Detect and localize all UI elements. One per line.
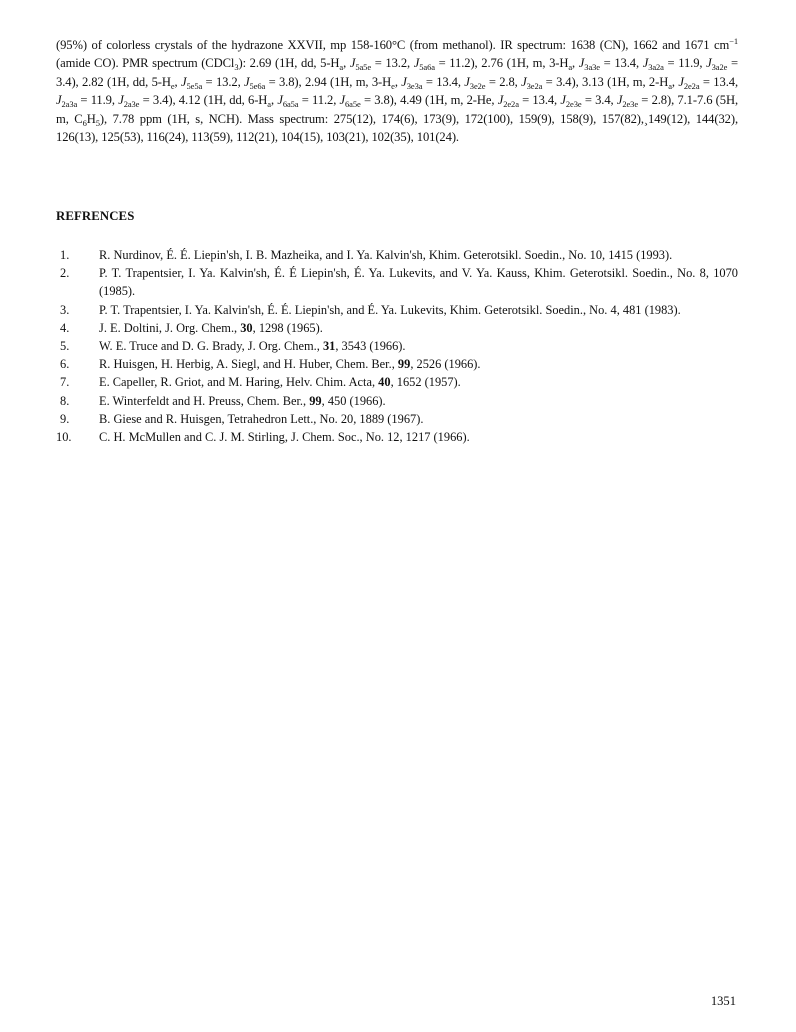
text-segment: J [578, 56, 585, 71]
text-segment: 3a2a [648, 62, 664, 73]
text-segment: = 3.4), 3.13 (1H, m, 2-H [542, 74, 669, 89]
text-segment: = 13.2, [371, 56, 414, 71]
text-segment: 2a3a [61, 99, 78, 110]
text-segment: J [401, 74, 407, 89]
text-segment: , [572, 56, 579, 71]
text-segment: J [244, 74, 250, 89]
experimental-paragraph [56, 36, 738, 146]
text-segment: J [118, 93, 124, 108]
volume-number: 99 [397, 357, 411, 372]
reference-item [56, 373, 738, 391]
text-segment: 3 [234, 62, 239, 73]
text-segment: J [497, 93, 504, 108]
text-segment: , [174, 74, 181, 89]
text-segment: 6a5e [345, 99, 361, 110]
reference-item [56, 319, 738, 337]
reference-item [56, 392, 738, 410]
citation-text: E. Winterfeldt and H. Preuss, Chem. Ber., [99, 393, 310, 408]
reference-text [99, 392, 738, 410]
text-segment: a [568, 62, 573, 73]
reference-item [56, 410, 738, 428]
text-segment: −1 [729, 36, 738, 46]
text-segment: = 3.8), 4.49 (1H, m, 2-He, [360, 93, 498, 108]
text-segment: = 13.4, [518, 93, 561, 108]
citation-text: J. E. Doltini, J. Org. Chem., [99, 320, 241, 335]
text-segment: , [270, 93, 278, 108]
text-segment: J [678, 74, 684, 89]
text-segment: H [86, 111, 96, 126]
citation-text: P. T. Trapentsier, I. Ya. Kalvin'sh, É. É Liepin'sh, É. Ya. Lukevits, and V. Ya. Kauss, Khim. Geterotsikl. Soedin., No. 8, 1070 (1985). [99, 266, 738, 299]
text-segment: = 3.4), 2.82 (1H, dd, 5-H [56, 56, 738, 89]
volume-number: 99 [309, 393, 322, 408]
reference-item [56, 428, 738, 446]
text-segment: J [642, 56, 649, 71]
text-segment: 6 [82, 117, 87, 128]
reference-number: 1. [60, 248, 70, 262]
reference-text [99, 264, 738, 300]
reference-number: 7. [60, 375, 70, 390]
text-segment: J [339, 93, 346, 108]
text-segment: 3e2a [526, 80, 543, 91]
text-segment: J [521, 74, 527, 89]
reference-item [56, 355, 738, 373]
reference-text [99, 301, 738, 319]
text-segment: a [339, 62, 344, 73]
citation-text: , 2526 (1966). [410, 357, 481, 372]
citation-text: R. Nurdinov, É. É. Liepin'sh, I. B. Mazheika, and I. Ya. Kalvin'sh, Khim. Geterotsikl. Soedin., No. 10, 1415 (1993). [99, 248, 673, 262]
text-segment: 3e2e [469, 80, 486, 91]
citation-text: R. Huisgen, H. Herbig, A. Siegl, and H. Huber, Chem. Ber., [99, 357, 398, 372]
reference-number: 2. [60, 266, 70, 281]
text-segment: J [706, 56, 712, 71]
citation-text: B. Giese and R. Huisgen, Tetrahedron Lett., No. 20, 1889 (1967). [99, 411, 424, 426]
reference-item [56, 264, 738, 300]
reference-text [99, 410, 738, 428]
text-segment: 2e3e [622, 99, 639, 110]
text-segment: = 13.4, [422, 74, 465, 89]
text-segment: = 11.2, [298, 93, 340, 108]
reference-number: 6. [60, 357, 70, 372]
text-segment: 3e3a [406, 80, 423, 91]
citation-text: P. T. Trapentsier, I. Ya. Kalvin'sh, É. É. Liepin'sh, and É. Ya. Lukevits, Khim. Geterotsikl. Soedin., No. 4, 481 (1983). [99, 302, 681, 317]
text-segment: 5e5a [186, 80, 203, 91]
text-segment: J [616, 93, 623, 108]
reference-text [99, 428, 738, 446]
citation-text: W. E. Truce and D. G. Brady, J. Org. Chem., [99, 339, 323, 354]
text-segment: e [170, 80, 175, 91]
text-segment: 6a5a [282, 99, 299, 110]
text-segment: = 11.2), 2.76 (1H, m, 3-H [434, 56, 569, 71]
reference-text [99, 246, 738, 264]
text-segment: 3a3e [584, 62, 600, 73]
text-segment: = 3.4, [581, 93, 617, 108]
reference-number: 10. [56, 430, 72, 445]
text-segment: , [343, 56, 350, 71]
citation-text: E. Capeller, R. Griot, and M. Haring, Helv. Chim. Acta, [99, 375, 379, 390]
text-segment: (amide CO). PMR spectrum (CDCl [56, 56, 235, 71]
text-segment: 2a3e [123, 99, 140, 110]
text-segment: a [267, 99, 271, 110]
text-segment: 3a2e [711, 62, 728, 73]
volume-number: 31 [322, 339, 336, 354]
text-segment: a [668, 80, 672, 91]
reference-number: 8. [60, 393, 70, 408]
text-segment: ): 2.69 (1H, dd, 5-H [238, 56, 340, 71]
text-segment: 5e6a [249, 80, 266, 91]
citation-text: C. H. McMullen and C. J. M. Stirling, J. Chem. Soc., No. 12, 1217 (1966). [99, 430, 470, 445]
reference-text [99, 319, 738, 337]
text-segment: e [391, 80, 395, 91]
text-segment: = 13.4, [599, 56, 643, 71]
text-segment: = 11.9, [77, 93, 119, 108]
citation-text: , 1298 (1965). [252, 320, 323, 335]
volume-number: 40 [378, 375, 391, 390]
text-segment: J [413, 56, 420, 71]
text-segment: 5a6a [419, 62, 435, 73]
text-segment: = 11.9, [663, 56, 707, 71]
text-segment: 2e2a [683, 80, 700, 91]
text-segment: (95%) of colorless crystals of the hydrazone XXVII, mp 158-160°C (from methanol). IR spectrum: 1638 (CN), 1662 and 1671 cm [56, 38, 730, 52]
volume-number: 30 [240, 320, 253, 335]
text-segment: 5 [95, 117, 100, 128]
reference-number: 5. [60, 339, 70, 354]
text-segment: = 13.2, [202, 74, 245, 89]
reference-number: 4. [60, 320, 70, 335]
reference-number: 3. [60, 302, 70, 317]
text-segment: = 13.4, [699, 74, 738, 89]
page-number: 1351 [710, 994, 736, 1008]
citation-text: , 450 (1966). [321, 393, 386, 408]
text-segment: = 2.8), 7.1-7.6 (5H, m, C [56, 93, 739, 126]
text-segment: J [349, 56, 356, 71]
reference-item [56, 246, 738, 264]
text-segment: = 2.8, [485, 74, 522, 89]
reference-text [99, 337, 738, 355]
references-heading: REFRENCES [56, 209, 135, 223]
reference-item [56, 337, 738, 355]
citation-text: , 1652 (1957). [390, 375, 461, 390]
text-segment: J [181, 74, 187, 89]
text-segment: ), 7.78 ppm (1H, s, NCH). Mass spectrum: 275(12), 174(6), 173(9), 172(100), 159(9), 158(9), 157(82),¸149(12), 144(32), 126(13), 125(53), 116(24), 113(59), 112(21), 104(15), 103(21), 102(35), 101(24). [56, 111, 738, 145]
text-segment: 2e3e [565, 99, 582, 110]
text-segment: = 3.4), 4.12 (1H, dd, 6-H [139, 93, 268, 108]
text-segment: , [671, 74, 679, 89]
text-segment: = 3.8), 2.94 (1H, m, 3-H [265, 74, 392, 89]
text-segment: J [277, 93, 283, 108]
text-segment: J [464, 74, 470, 89]
reference-text [99, 373, 738, 391]
reference-number: 9. [60, 411, 70, 426]
text-segment: J [56, 93, 62, 108]
reference-item [56, 301, 738, 319]
text-segment: J [560, 93, 566, 108]
text-segment: 2e2a [503, 99, 519, 110]
text-segment: 5a5e [355, 62, 372, 73]
text-segment: , [394, 74, 402, 89]
references-list [56, 246, 738, 446]
reference-text [99, 355, 738, 373]
citation-text: , 3543 (1966). [335, 339, 406, 354]
